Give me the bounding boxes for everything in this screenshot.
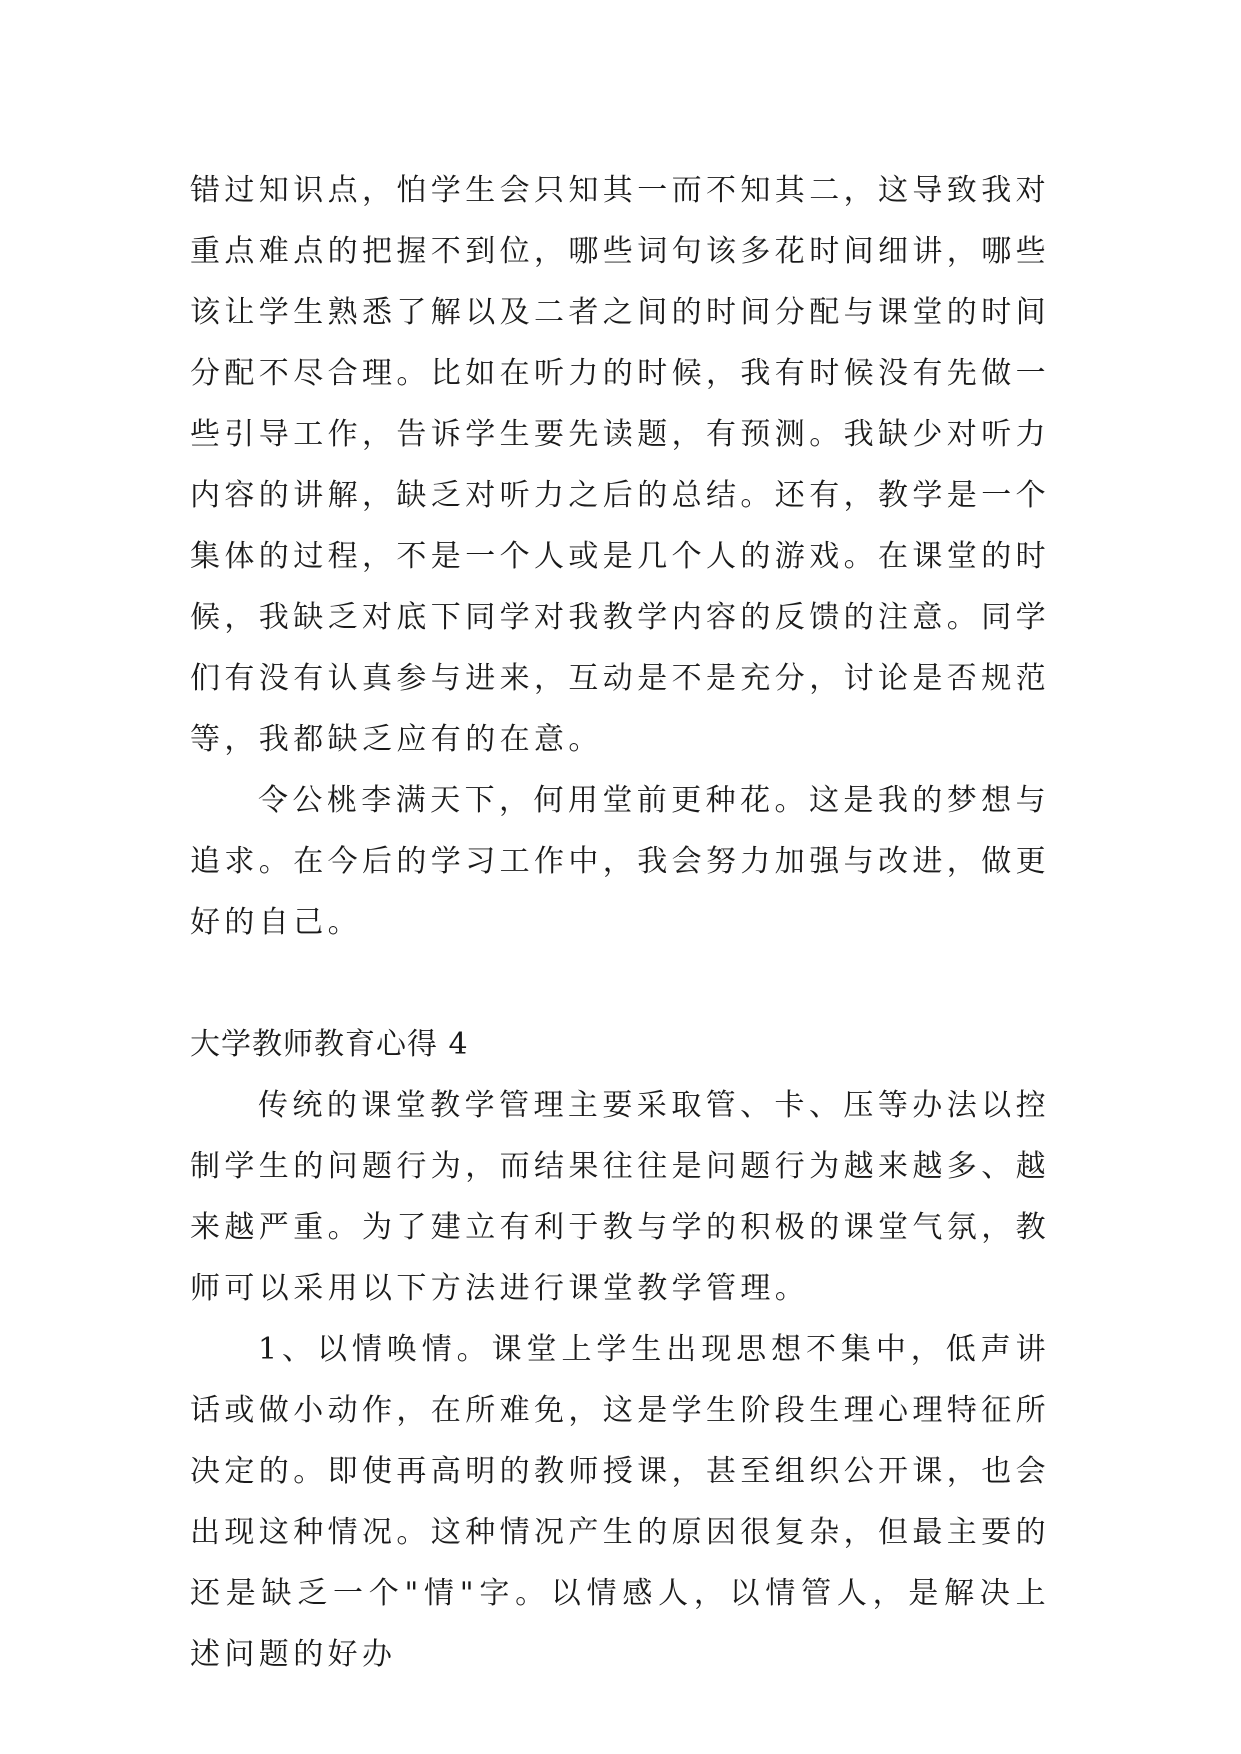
paragraph-closing: 令公桃李满天下，何用堂前更种花。这是我的梦想与追求。在今后的学习工作中，我会努力加强与改进，做更好的自己。 xyxy=(190,783,1050,940)
document-body xyxy=(190,160,1050,1685)
section-heading: 大学教师教育心得 4 xyxy=(190,1027,469,1062)
paragraph-point-1: 1、以情唤情。课堂上学生出现思想不集中，低声讲话或做小动作，在所难免，这是学生阶段生理心理特征所决定的。即使再高明的教师授课，甚至组织公开课，也会出现这种情况。这种情况产生的原因很复杂，但最主要的还是缺乏一个"情"字。以情感人，以情管人，是解决上述问题的好办 xyxy=(190,1332,1050,1672)
paragraph-continuation: 错过知识点，怕学生会只知其一而不知其二，这导致我对重点难点的把握不到位，哪些词句该多花时间细讲，哪些该让学生熟悉了解以及二者之间的时间分配与课堂的时间分配不尽合理。比如在听力的时候，我有时候没有先做一些引导工作，告诉学生要先读题，有预测。我缺少对听力内容的讲解，缺乏对听力之后的总结。还有，教学是一个集体的过程，不是一个人或是几个人的游戏。在课堂的时候，我缺乏对底下同学对我教学内容的反馈的注意。同学们有没有认真参与进来，互动是不是充分，讨论是否规范等，我都缺乏应有的在意。 xyxy=(190,173,1050,757)
paragraph-intro: 传统的课堂教学管理主要采取管、卡、压等办法以控制学生的问题行为，而结果往往是问题行为越来越多、越来越严重。为了建立有利于教与学的积极的课堂气氛，教师可以采用以下方法进行课堂教学管理。 xyxy=(190,1088,1050,1306)
section-spacer xyxy=(190,953,1050,1014)
